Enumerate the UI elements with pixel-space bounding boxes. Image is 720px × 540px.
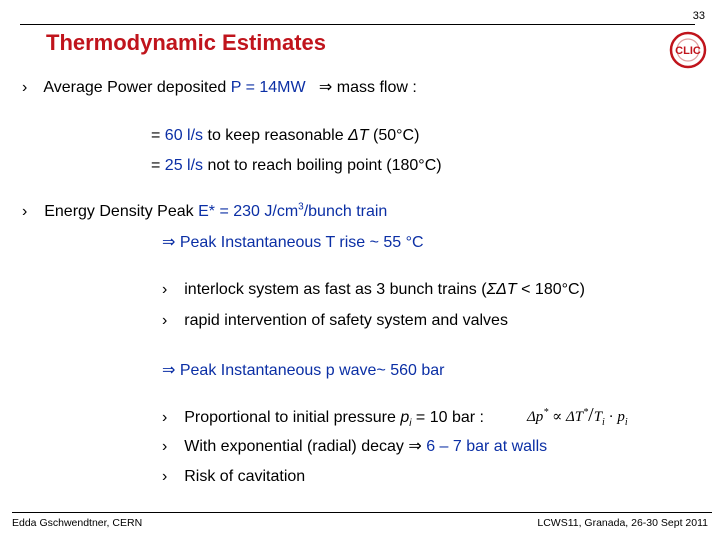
text-suffix: not to reach boiling point (180°C)	[203, 157, 442, 174]
bullet-2-prefix: Energy Density Peak	[44, 203, 199, 220]
text-suffix: < 180°C)	[516, 281, 585, 298]
implies-symbol: ⇒	[408, 438, 422, 455]
pressure-symbol: p	[400, 409, 410, 426]
bullet-glyph: ›	[22, 203, 28, 220]
energy-density: E* = 230 J/cm	[198, 203, 299, 220]
flow-value: 25 l/s	[164, 157, 204, 174]
text-suffix: = 10 bar :	[411, 409, 484, 426]
footer-event: LCWS11, Granada, 26-30 Sept 2011	[537, 517, 708, 529]
bullet-glyph: ›	[162, 281, 168, 298]
bullet-2-arrow-1	[162, 233, 424, 253]
title-divider	[20, 24, 695, 25]
text-prefix: =	[151, 127, 165, 144]
bullet-1-sub-2	[151, 156, 442, 176]
implies-symbol: ⇒	[162, 234, 176, 251]
bullet-2-sub-2	[162, 311, 508, 331]
formula-p: p	[617, 409, 625, 425]
bullet-1-sub-1	[151, 126, 419, 146]
bullet-2-sub-3	[162, 408, 484, 428]
implies-symbol: ⇒	[318, 79, 333, 96]
exponent: 3	[298, 201, 304, 213]
footer-divider	[12, 512, 712, 513]
bullet-1-suffix: mass flow :	[336, 79, 417, 96]
slide-title: Thermodynamic Estimates	[46, 30, 326, 55]
bullet-2-sub-1	[162, 280, 585, 300]
delta-t: ΔT	[348, 127, 369, 144]
bullet-glyph: ›	[162, 468, 168, 485]
text-prefix: interlock system as fast as 3 bunch trains (	[184, 281, 487, 298]
text-prefix: With exponential (radial) decay	[184, 438, 409, 455]
pressure-formula	[527, 404, 628, 427]
implies-symbol: ⇒	[162, 362, 176, 379]
bullet-row-1	[22, 78, 417, 98]
wall-pressure-value: 6 – 7 bar at walls	[426, 438, 548, 455]
sigma-delta-t: ΣΔT	[486, 281, 517, 298]
temp-rise-text: Peak Instantaneous T rise ~ 55 °C	[179, 234, 424, 251]
formula-sub-i: i	[624, 417, 628, 428]
formula-star: *	[583, 407, 589, 418]
svg-text:CLIC: CLIC	[675, 45, 701, 57]
bullet-2-sub-4	[162, 437, 547, 457]
text-mid: to keep reasonable	[203, 127, 349, 144]
text-prefix: Proportional to initial pressure	[184, 409, 401, 426]
bullet-2-value	[198, 203, 387, 220]
clic-logo-icon	[668, 30, 708, 70]
bullet-row-2	[22, 202, 387, 222]
formula-dot: ·	[608, 409, 614, 425]
formula-star: *	[543, 407, 549, 418]
bullet-glyph: ›	[162, 312, 168, 329]
formula-slash: /	[588, 404, 594, 426]
bullet-1-value: P = 14MW	[230, 79, 306, 96]
pressure-wave-text: Peak Instantaneous p wave~ 560 bar	[179, 362, 445, 379]
page-number: 33	[692, 10, 705, 22]
flow-value: 60 l/s	[164, 127, 204, 144]
formula-dt: ΔT	[565, 409, 584, 425]
text: Risk of cavitation	[184, 468, 306, 485]
subscript-i: i	[409, 418, 412, 430]
bullet-glyph: ›	[22, 79, 28, 96]
bullet-glyph: ›	[162, 409, 168, 426]
bullet-2-sub-5	[162, 467, 305, 487]
formula-t: T	[593, 409, 603, 425]
formula-dp: Δp	[527, 409, 544, 425]
formula-sub-i: i	[602, 417, 605, 428]
bullet-glyph: ›	[162, 438, 168, 455]
footer-author: Edda Gschwendtner, CERN	[12, 517, 143, 529]
bullet-1-prefix: Average Power deposited	[43, 79, 231, 96]
proportional-symbol: ∝	[552, 409, 563, 425]
energy-unit-tail: /bunch train	[303, 203, 388, 220]
text: rapid intervention of safety system and valves	[184, 312, 508, 329]
bullet-2-arrow-2	[162, 361, 445, 381]
text-suffix: (50°C)	[368, 127, 420, 144]
text-prefix: =	[151, 157, 165, 174]
